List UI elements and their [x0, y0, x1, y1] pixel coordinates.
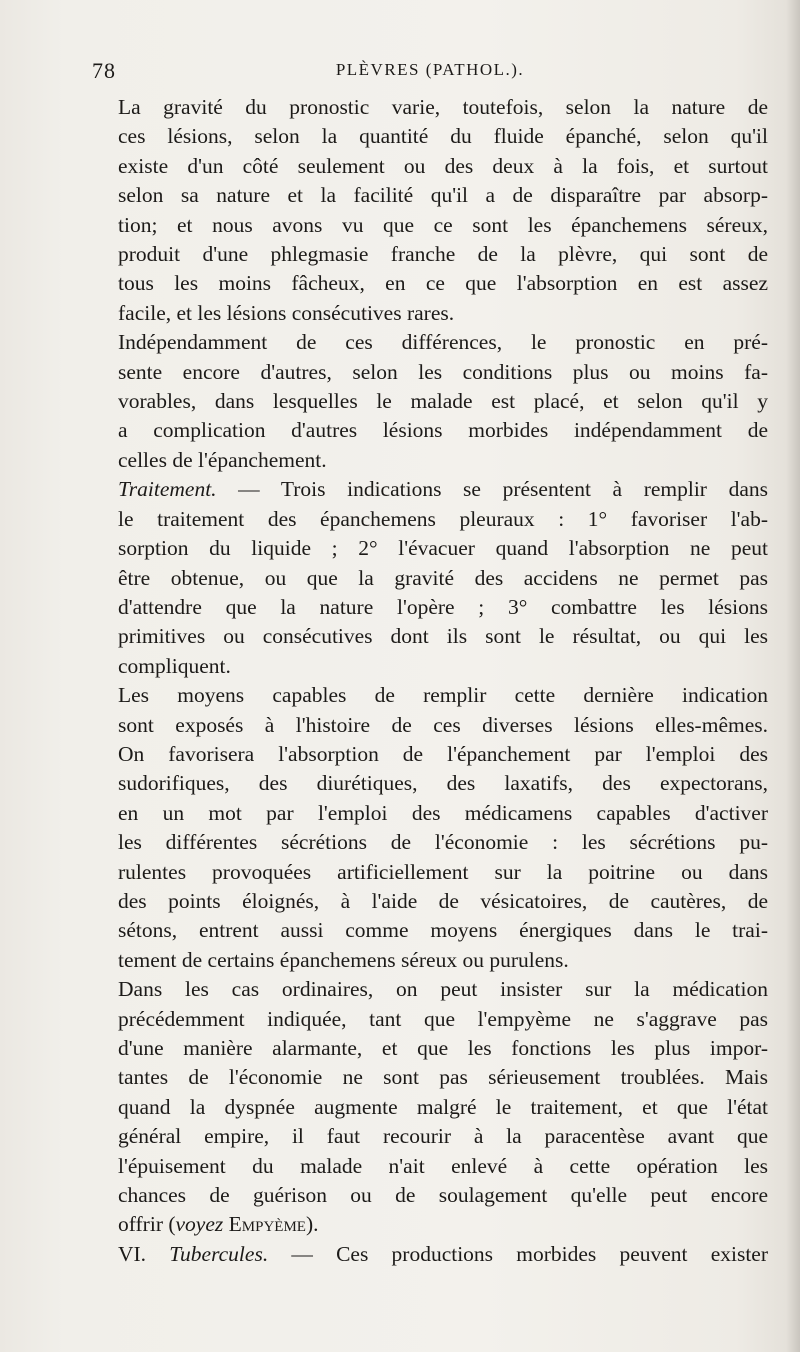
text-line: selon sa nature et la facilité qu'il a de disparaître par absorp- — [118, 183, 768, 208]
page-number: 78 — [92, 58, 116, 83]
text-line: tous les moins fâcheux, en ce que l'absorption en est assez — [118, 271, 768, 296]
running-head: PLÈVRES (PATHOL.). — [335, 60, 525, 79]
text-line: sente encore d'autres, selon les conditions plus ou moins fa- — [118, 359, 768, 384]
page-body — [92, 93, 768, 1269]
text-run: — Ces productions morbides peuvent exister — [268, 1241, 769, 1266]
text-line: en un mot par l'emploi des médicamens capables d'activer — [118, 800, 768, 825]
text-line: d'une manière alarmante, et que les fonctions les plus impor- — [118, 1036, 768, 1060]
text-line: La gravité du pronostic varie, toutefois, selon la nature de — [118, 95, 768, 119]
text-run: — Trois indications se présentent à remplir dans — [216, 477, 768, 502]
text-line: les différentes sécrétions de l'économie : les sécrétions pu- — [118, 830, 768, 855]
text-line: a complication d'autres lésions morbides indépendamment de — [118, 418, 768, 443]
text-line: compliquent. — [118, 653, 231, 678]
paragraph-ordinary-cases — [92, 975, 768, 1240]
text-line: facile, et les lésions consécutives rares. — [118, 300, 455, 325]
text-line: sudorifiques, des diurétiques, des laxatifs, des expectorans, — [118, 771, 768, 796]
paragraph-tubercles — [92, 1240, 768, 1269]
text-line: existe d'un côté seulement ou des deux à la fois, et surtout — [118, 153, 768, 178]
text-line: tement de certains épanchemens séreux ou purulens. — [118, 947, 569, 972]
paragraph-differences — [92, 328, 768, 475]
text-line: primitives ou consécutives dont ils sont le résultat, ou qui les — [118, 624, 768, 649]
section-lead-treatment: Traitement. — [118, 477, 217, 502]
text-run: offrir ( — [118, 1212, 176, 1237]
text-line — [92, 475, 768, 504]
text-line: être obtenue, ou que la gravité des accidens ne permet pas — [118, 565, 768, 590]
paragraph-means — [92, 681, 768, 975]
text-line: quand la dyspnée augmente malgré le traitement, et que l'état — [118, 1094, 768, 1119]
text-line: sétons, entrent aussi comme moyens énergiques dans le trai- — [118, 918, 768, 943]
paragraph-prognosis — [92, 93, 768, 328]
text-line: des points éloignés, à l'aide de vésicatoires, de cautères, de — [118, 888, 768, 913]
text-line: celles de l'épanchement. — [118, 447, 327, 472]
section-lead-tubercles: Tubercules. — [146, 1241, 269, 1266]
text-line: tantes de l'économie ne sont pas sérieusement troublées. Mais — [118, 1065, 768, 1090]
text-line: Indépendamment de ces différences, le pronostic en pré- — [118, 330, 768, 355]
text-line: ces lésions, selon la quantité du fluide épanché, selon qu'il — [118, 124, 768, 149]
cross-reference-empyeme: Empyème — [223, 1212, 306, 1237]
text-line: Dans les cas ordinaires, on peut insister sur la médication — [118, 977, 768, 1002]
text-line — [92, 1240, 768, 1269]
cross-reference-voyez: voyez — [175, 1212, 224, 1237]
text-line: précédemment indiquée, tant que l'empyème ne s'aggrave pas — [118, 1006, 768, 1031]
text-line: vorables, dans lesquelles le malade est placé, et selon qu'il y — [118, 389, 768, 414]
text-line: d'attendre que la nature l'opère ; 3° combattre les lésions — [118, 594, 768, 619]
text-line: Les moyens capables de remplir cette dernière indication — [118, 683, 768, 708]
text-line: sorption du liquide ; 2° l'évacuer quand l'absorption ne peut — [118, 536, 768, 561]
text-line: l'épuisement du malade n'ait enlevé à cette opération les — [118, 1153, 768, 1178]
page-edge-shadow — [786, 0, 800, 1352]
text-line: le traitement des épanchemens pleuraux : 1° favoriser l'ab- — [118, 506, 768, 531]
section-numeral: VI. — [118, 1241, 147, 1266]
text-line: produit d'une phlegmasie franche de la plèvre, qui sont de — [118, 242, 768, 267]
text-line — [92, 1210, 768, 1239]
page-header — [92, 58, 768, 84]
text-line: sont exposés à l'histoire de ces diverses lésions elles-mêmes. — [118, 712, 768, 737]
text-line: chances de guérison ou de soulagement qu'elle peut encore — [118, 1183, 768, 1208]
text-line: rulentes provoquées artificiellement sur la poitrine ou dans — [118, 859, 768, 884]
paragraph-treatment — [92, 475, 768, 681]
text-line: général empire, il faut recourir à la paracentèse avant que — [118, 1124, 768, 1149]
text-run: ). — [305, 1212, 319, 1237]
text-line: tion; et nous avons vu que ce sont les épanchemens séreux, — [118, 212, 768, 237]
text-line: On favorisera l'absorption de l'épanchement par l'emploi des — [118, 741, 768, 766]
